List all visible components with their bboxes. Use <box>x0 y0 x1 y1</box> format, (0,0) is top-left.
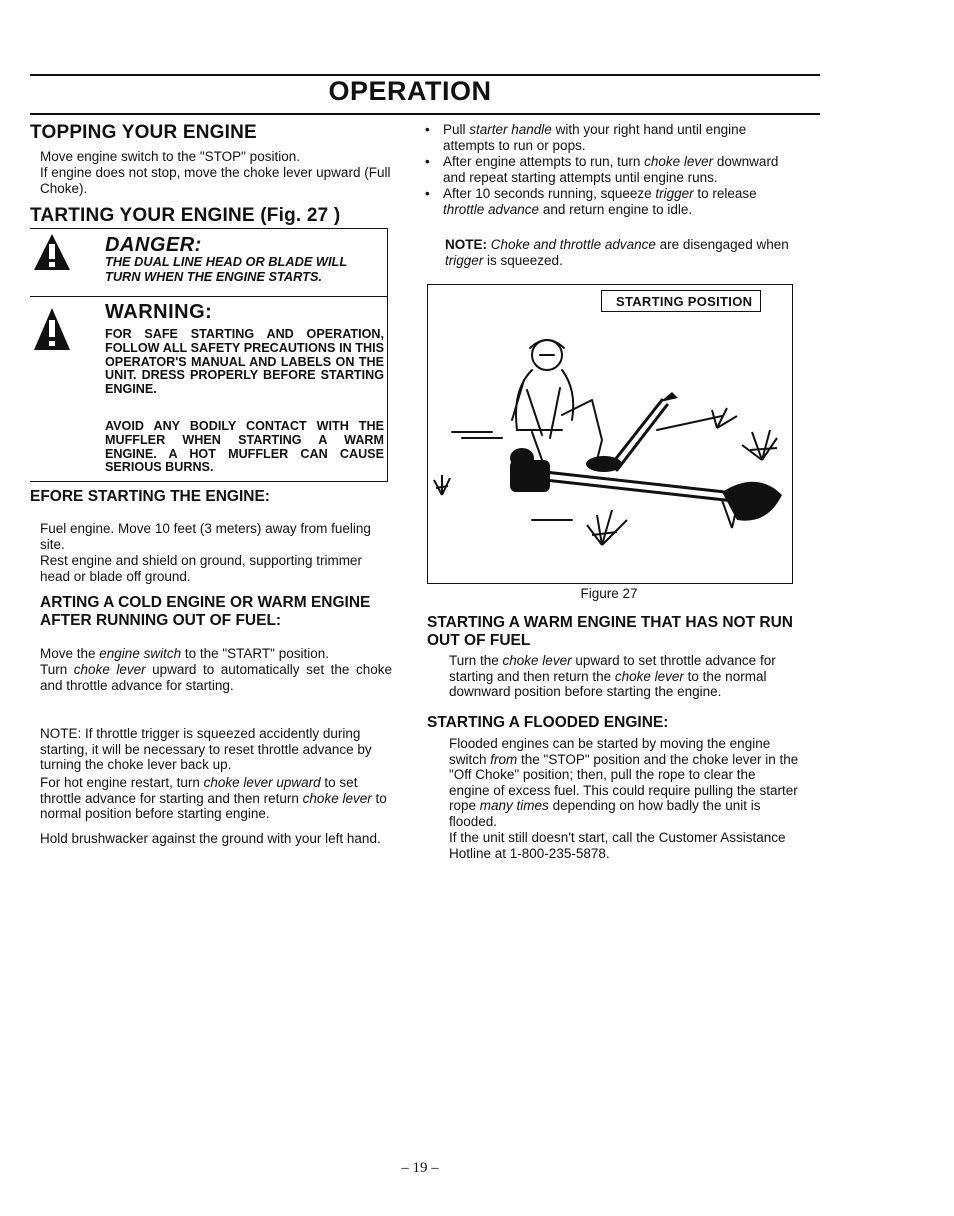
stopping-p1: Move engine switch to the "STOP" position. <box>40 149 300 164</box>
warning-triangle-icon <box>32 232 72 272</box>
starting-position-label: STARTING POSITION <box>601 290 761 312</box>
list-item: • After 10 seconds running, squeeze trigger to release throttle advance and return engine to idle. <box>425 186 795 217</box>
cold-p4: Hold brushwacker against the ground with your left hand. <box>40 831 381 846</box>
cold-p3: For hot engine restart, turn choke lever upward to set throttle advance for starting and then return choke lever to normal position before starting engine. <box>40 775 387 821</box>
flooded-p1: Flooded engines can be started by moving the engine switch from the "STOP" position and the choke lever in the "Off Choke" position; then, pull the rope to clear the engine of excess fuel. This could require pulling the starter rope many times depending on how badly the unit is flooded. <box>449 736 799 829</box>
before-heading: EFORE STARTING THE ENGINE: <box>30 488 270 505</box>
warm-heading: STARTING A WARM ENGINE THAT HAS NOT RUN OUT OF FUEL <box>427 614 793 649</box>
title-underline <box>30 113 820 115</box>
list-item: • Pull starter handle with your right hand until engine attempts to run or pops. <box>425 122 795 153</box>
before-p2: Rest engine and shield on ground, supporting trimmer head or blade off ground. <box>40 553 362 584</box>
warning-title: WARNING: <box>105 301 213 323</box>
starting-steps-list <box>425 122 795 218</box>
warm-text: Turn the choke lever upward to set throttle advance for starting and then return the choke lever to the normal downward position before starting the engine. <box>449 653 776 699</box>
danger-title: DANGER: <box>105 234 202 256</box>
stopping-p2: If engine does not stop, move the choke lever upward (Full Choke). <box>40 165 391 196</box>
before-p1: Fuel engine. Move 10 feet (3 meters) away from fueling site. <box>40 521 371 552</box>
flooded-p2: If the unit still doesn't start, call the Customer Assistance Hotline at 1-800-235-5878. <box>449 830 786 861</box>
danger-text: THE DUAL LINE HEAD OR BLADE WILL TURN WHEN THE ENGINE STARTS. <box>105 254 347 284</box>
cold-note: NOTE: If throttle trigger is squeezed accidently during starting, it will be necessary to reset throttle advance by turning the choke lever back up. <box>40 726 372 772</box>
starting-heading: TARTING YOUR ENGINE (Fig. 27 ) <box>30 205 341 226</box>
cold-p1: Move the engine switch to the "START" position. <box>40 646 329 661</box>
list-item: • After engine attempts to run, turn choke lever downward and repeat starting attempts until engine runs. <box>425 154 795 185</box>
stopping-heading: TOPPING YOUR ENGINE <box>30 122 257 143</box>
cold-heading: ARTING A COLD ENGINE OR WARM ENGINE AFTER RUNNING OUT OF FUEL: <box>40 594 371 629</box>
trigger-note: NOTE: Choke and throttle advance are disengaged when trigger is squeezed. <box>445 237 789 268</box>
warning-text-2: AVOID ANY BODILY CONTACT WITH THE MUFFLER WHEN STARTING A WARM ENGINE. A HOT MUFFLER CAN CAUSE SERIOUS BURNS. <box>105 419 384 475</box>
page-title: OPERATION <box>328 76 492 106</box>
cold-p2: Turn choke lever upward to automatically set the choke and throttle advance for starting. <box>40 662 392 693</box>
flooded-heading: STARTING A FLOODED ENGINE: <box>427 714 669 731</box>
page-number: – 19 – <box>401 1160 439 1176</box>
warning-text-1: FOR SAFE STARTING AND OPERATION, FOLLOW ALL SAFETY PRECAUTIONS IN THIS OPERATOR'S MANUAL AND LABELS ON THE UNIT. DRESS PROPERLY BEFORE STARTING ENGINE. <box>105 327 384 397</box>
warning-triangle-icon <box>32 306 72 352</box>
starting-position-illustration <box>432 320 787 575</box>
figure-caption: Figure 27 <box>580 586 638 601</box>
